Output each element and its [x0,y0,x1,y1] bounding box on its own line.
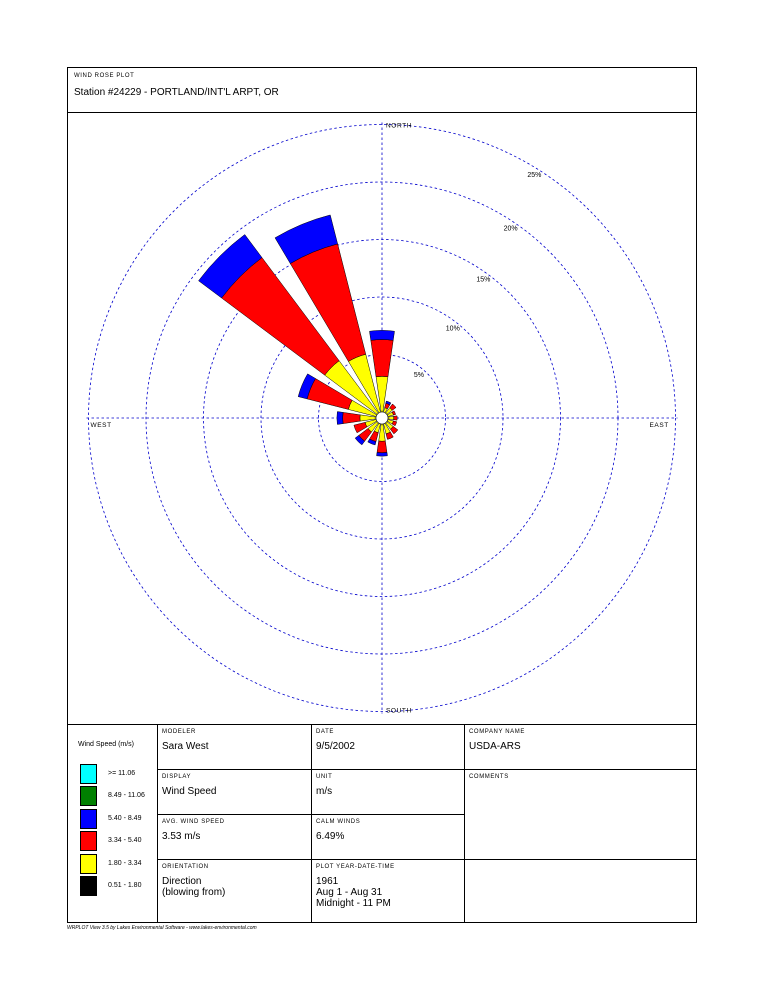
legend-label: >= 11.06 [108,770,136,777]
report-frame [67,67,697,923]
orientation-cell [158,860,312,922]
petal-180-bin-3 [377,452,388,456]
unit-cell [312,770,465,815]
calm-circle [376,412,388,424]
comments-cell [465,770,696,860]
modeler-cell [158,725,312,770]
legend-swatch-blue [80,809,97,829]
date-label: DATE [316,729,334,735]
wind-rose-svg [68,113,696,725]
display-label: DISPLAY [162,774,192,780]
period-cell [312,860,465,922]
period-value [316,876,391,909]
east-label: EAST [649,422,669,429]
legend-label: 5.40 - 8.49 [108,815,142,822]
speed-legend [68,725,158,923]
period-year: 1961 [316,876,339,887]
avg-speed-value: 3.53 m/s [162,831,201,842]
orientation-line-2: (blowing from) [162,887,226,898]
date-cell [312,725,465,770]
orientation-label: ORIENTATION [162,864,209,870]
legend-title: Wind Speed (m/s) [78,741,135,748]
ring-label: 25% [527,172,542,180]
display-value: Wind Speed [162,786,217,797]
calm-winds-cell [312,815,465,860]
period-dates: Aug 1 - Aug 31 [316,887,383,898]
petal-90-bin-2 [394,416,398,420]
ring-label: 10% [445,325,460,333]
legend-swatch-green [80,786,97,806]
ring-label: 15% [476,276,491,284]
petal-180-bin-2 [377,441,387,453]
legend-label: 8.49 - 11.06 [108,792,145,799]
legend-swatch-yellow [80,854,97,874]
ring-label: 5% [413,371,425,379]
north-label: NORTH [386,122,412,130]
ring-label: 20% [503,225,518,233]
plot-type-label: WIND ROSE PLOT [74,73,135,79]
avg-speed-cell [158,815,312,860]
company-label: COMPANY NAME [469,729,525,735]
legend-label: 0.51 - 1.80 [108,882,142,889]
display-cell [158,770,312,815]
orientation-value [162,876,225,898]
petal-0-bin-2 [371,340,393,377]
comments-label: COMMENTS [469,774,509,780]
petal-90-bin-1 [388,416,394,419]
south-label: SOUTH [386,707,412,715]
calm-winds-label: CALM WINDS [316,819,361,825]
modeler-value: Sara West [162,741,209,752]
calm-winds-value: 6.49% [316,831,345,842]
modeler-label: MODELER [162,729,196,735]
legend-swatch-cyan [80,764,97,784]
legend-swatch-red [80,831,97,851]
period-hours: Midnight - 11 PM [316,898,391,909]
legend-label: 3.34 - 5.40 [108,837,142,844]
info-panel [68,724,696,922]
date-value: 9/5/2002 [316,741,355,752]
period-label: PLOT YEAR-DATE-TIME [316,864,395,870]
report-header [68,68,696,113]
orientation-line-1: Direction [162,876,202,887]
wind-rose-plot [68,113,696,725]
software-credit: WRPLOT View 3.5 by Lakes Environmental Software - www.lakes-environmental.com [67,925,257,931]
company-value: USDA-ARS [469,741,521,752]
station-title: Station #24229 - PORTLAND/INT'L ARPT, OR [74,87,279,98]
unit-label: UNIT [316,774,333,780]
unit-value: m/s [316,786,333,797]
avg-speed-label: AVG. WIND SPEED [162,819,225,825]
petal-270-bin-2 [343,412,360,423]
legend-swatch-black [80,876,97,896]
legend-label: 1.80 - 3.34 [108,860,142,867]
petal-270-bin-3 [337,412,343,425]
petal-0-bin-3 [369,330,394,340]
company-cell [465,725,696,770]
west-label: WEST [90,422,112,429]
